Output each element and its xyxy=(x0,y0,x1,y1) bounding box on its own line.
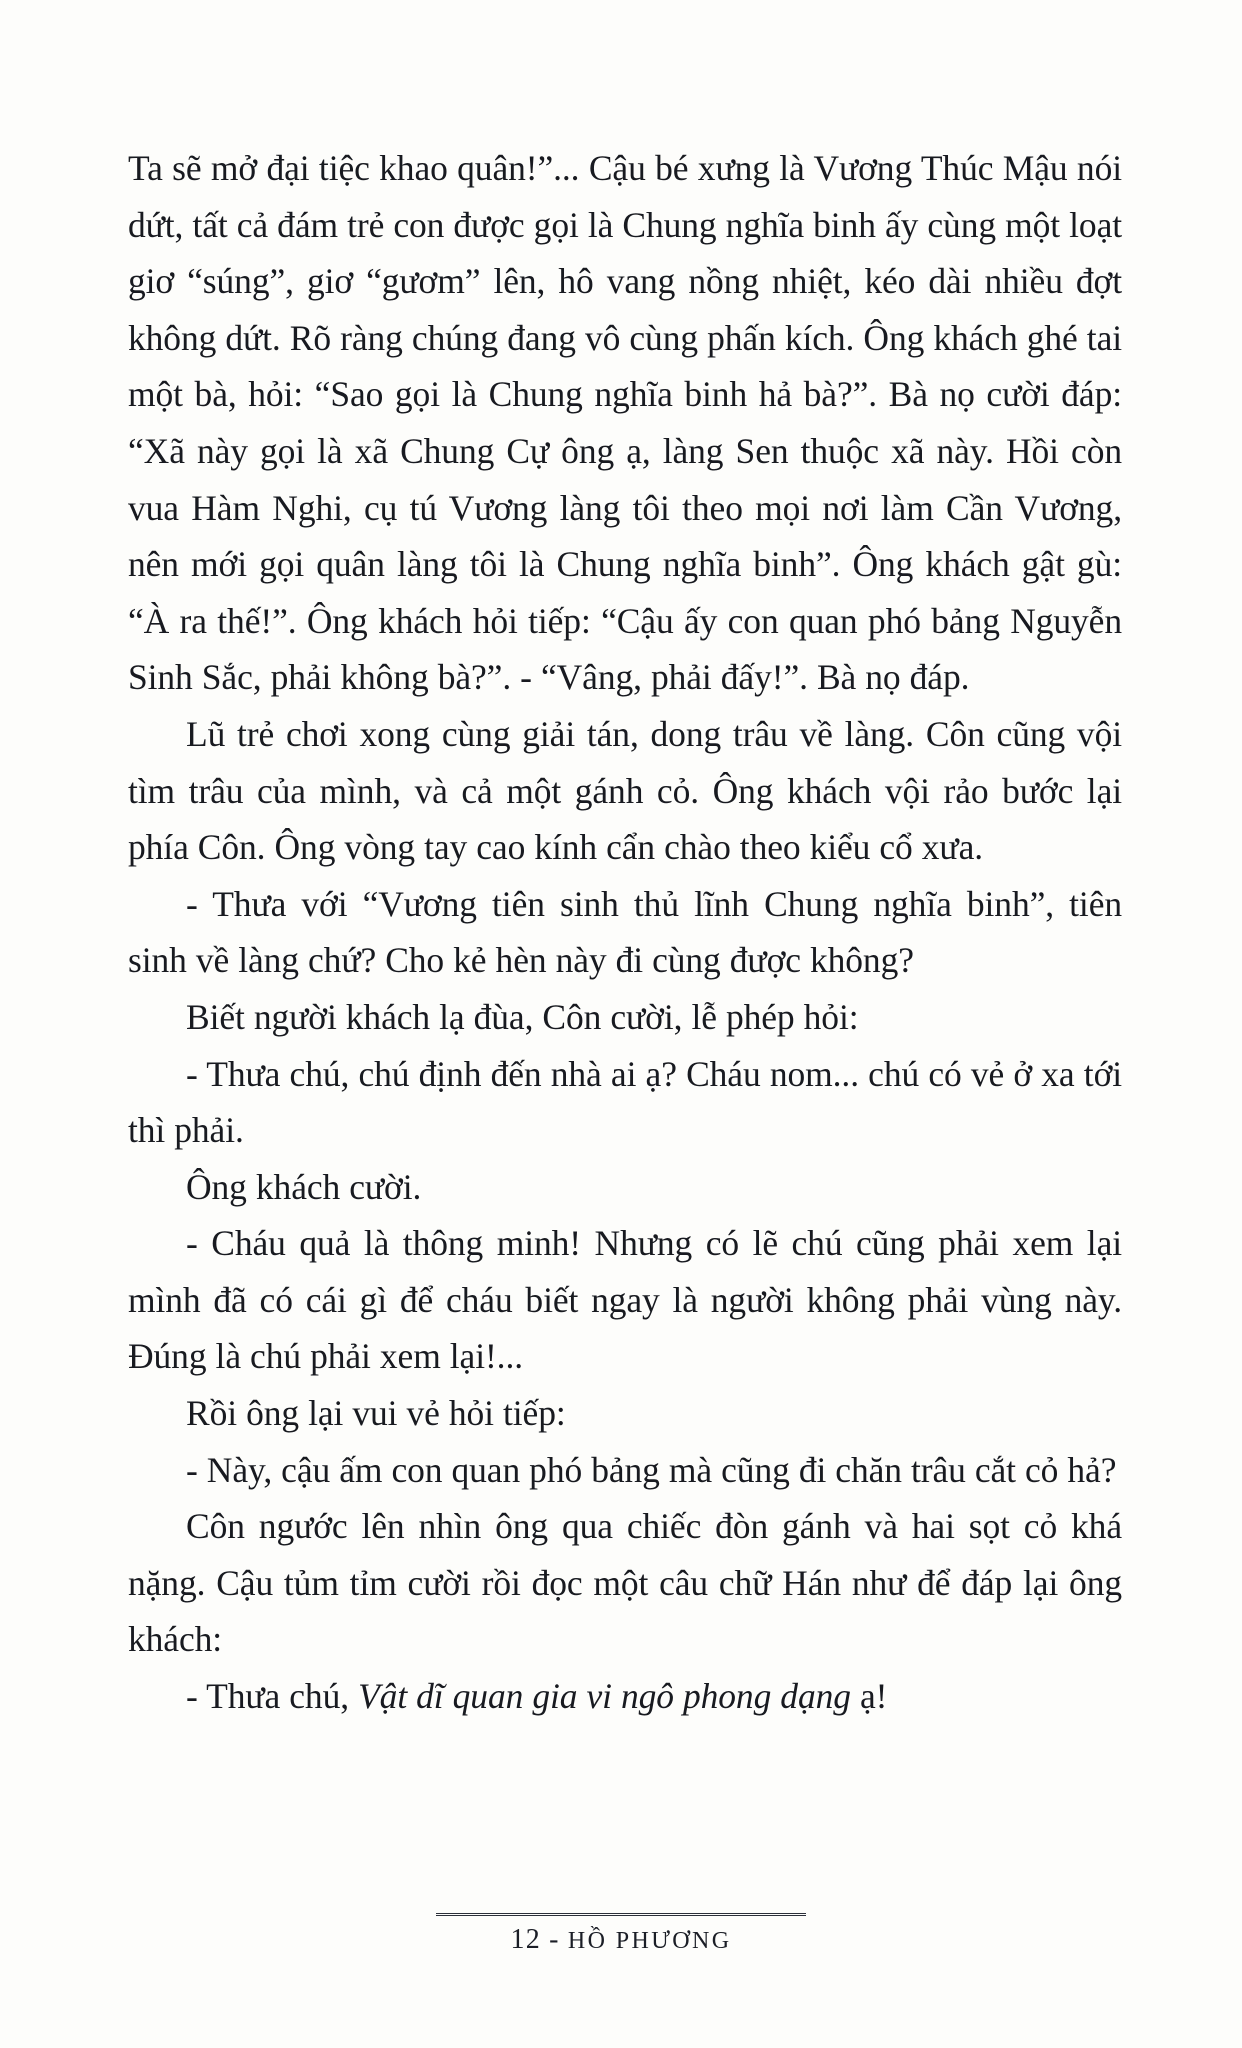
page-number: 12 xyxy=(510,1924,541,1955)
author-name: HỒ PHƯƠNG xyxy=(567,1928,732,1954)
paragraph-2: Lũ trẻ chơi xong cùng giải tán, dong trâu về làng. Côn cũng vội tìm trâu của mình, và cả một gánh cỏ. Ông khách vội rảo bước lại phía Côn. Ông vòng tay cao kính cẩn chào theo kiểu cổ xưa. xyxy=(128,713,1122,868)
paragraph-10: Côn ngước lên nhìn ông qua chiếc đòn gánh và hai sọt cỏ khá nặng. Cậu tủm tỉm cười rồi đọc một câu chữ Hán như để đáp lại ông khách: xyxy=(128,1506,1122,1660)
paragraph-8: Rồi ông lại vui vẻ hỏi tiếp: xyxy=(186,1393,566,1434)
paragraph-5: - Thưa chú, chú định đến nhà ai ạ? Cháu nom... chú có vẻ ở xa tới thì phải. xyxy=(128,1053,1122,1151)
han-phrase-italic: Vật dĩ quan gia vi ngô phong dạng xyxy=(358,1676,851,1717)
paragraph-1: Ta sẽ mở đại tiệc khao quân!”... Cậu bé xưng là Vương Thúc Mậu nói dứt, tất cả đám trẻ con được gọi là Chung nghĩa binh ấy cùng một loạt giơ “súng”, giơ “gươm” lên, hô vang nồng nhiệt, kéo dài nhiều đợt không dứt. Rõ ràng chúng đang vô cùng phấn kích. Ông khách ghé tai một bà, hỏi: “Sao gọi là Chung nghĩa binh hả bà?”. Bà nọ cười đáp: “Xã này gọi là xã Chung Cự ông ạ, làng Sen thuộc xã này. Hồi còn vua Hàm Nghi, cụ tú Vương làng tôi theo mọi nơi làm Cần Vương, nên mới gọi quân làng tôi là Chung nghĩa binh”. Ông khách gật gù: “À ra thế!”. Ông khách hỏi tiếp: “Cậu ấy con quan phó bảng Nguyễn Sinh Sắc, phải không bà?”. - “Vâng, phải đấy!”. Bà nọ đáp. xyxy=(128,148,1122,698)
quote-lead-in: - Thưa chú, xyxy=(186,1676,359,1717)
paragraph-3: - Thưa với “Vương tiên sinh thủ lĩnh Chung nghĩa binh”, tiên sinh về làng chứ? Cho kẻ hèn này đi cùng được không? xyxy=(128,883,1122,981)
paragraph-7: - Cháu quả là thông minh! Nhưng có lẽ chú cũng phải xem lại mình đã có cái gì để cháu biết ngay là người không phải vùng này. Đúng là chú phải xem lại!... xyxy=(128,1223,1122,1377)
paragraph-11-quote xyxy=(128,1668,1122,1725)
paragraph-4: Biết người khách lạ đùa, Côn cười, lễ phép hỏi: xyxy=(186,996,859,1037)
page-body xyxy=(128,140,1122,1725)
quote-tail: ạ! xyxy=(850,1676,888,1717)
page-footer xyxy=(0,1913,1242,1956)
footer-label xyxy=(0,1924,1242,1956)
footer-separator: - xyxy=(540,1924,568,1955)
paragraph-9: - Này, cậu ấm con quan phó bảng mà cũng đi chăn trâu cắt cỏ hả? xyxy=(186,1449,1117,1490)
footer-divider-rule xyxy=(436,1913,806,1916)
paragraph-6: Ông khách cười. xyxy=(186,1166,422,1207)
